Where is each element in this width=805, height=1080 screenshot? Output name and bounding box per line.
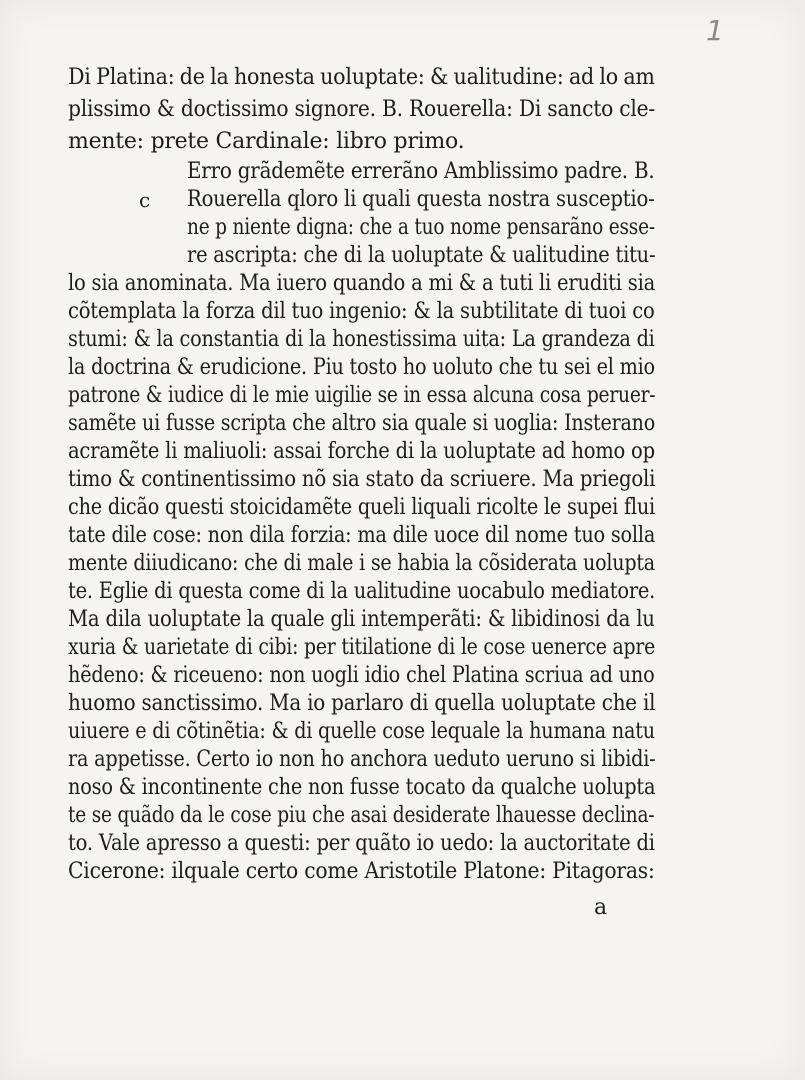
text-line-10: stumi: & la constantia di la honestissima uita: La grandeza di — [68, 327, 655, 352]
signature-mark: a — [594, 895, 608, 920]
text-line-16: che dicão questi stoicidamẽte queli liquali ricolte le supei flui — [68, 495, 655, 520]
text-line-18: mente diiudicano: che di male i se habia la cõsiderata uolupta — [68, 551, 655, 576]
text-line-8: lo sia anominata. Ma iuero quando a mi & a tuti li eruditi sia — [68, 271, 656, 296]
text-line-13: samẽte ui fusse scripta che altro sia quale si uoglia: Insterano — [68, 411, 655, 436]
text-line-7: re ascripta: che di la uoluptate & ualitudine titu- — [187, 243, 656, 268]
text-line-3: mente: prete Cardinale: libro primo. — [68, 129, 465, 154]
text-line-22: hẽdeno: & riceueno: non uogli idio chel Platina scriua ad uno — [68, 663, 655, 688]
text-line-29: Cicerone: ilquale certo come Aristotile Platone: Pitagoras: — [68, 859, 655, 884]
text-line-9: cõtemplata la forza dil tuo ingenio: & la subtilitate di tuoi co — [68, 299, 655, 324]
folio-number: 1 — [706, 14, 724, 47]
margin-letter: c — [139, 188, 151, 212]
text-line-17: tate dile cose: non dila forzia: ma dile uoce dil nome tuo solla — [68, 523, 656, 548]
text-line-1: Di Platina: de la honesta uoluptate: & ualitudine: ad lo am — [68, 65, 655, 90]
text-line-23: huomo sanctissimo. Ma io parlaro di quella uoluptate che il — [68, 691, 656, 716]
text-line-5: Rouerella qloro li quali questa nostra susceptio- — [187, 187, 655, 212]
text-line-21: xuria & uarietate di cibi: per titilatione di le cose uenerce apre — [68, 635, 656, 660]
text-line-26: noso & incontinente che non fusse tocato da qualche uolupta — [68, 775, 656, 800]
text-line-12: patrone & iudice di le mie uigilie se in essa alcuna cosa peruer- — [68, 383, 656, 408]
text-line-20: Ma dila uoluptate la quale gli intemperãti: & libidinosi da lu — [68, 607, 655, 632]
text-line-2: plissimo & doctissimo signore. B. Rouerella: Di sancto cle- — [68, 97, 655, 122]
text-line-24: uiuere e di cõtinẽtia: & di quelle cose lequale la humana natu — [68, 719, 655, 744]
text-line-4: Erro grãdemẽte errerãno Amblissimo padre. B. — [187, 159, 655, 184]
text-line-27: te se quãdo da le cose piu che asai desiderate lhauesse declina- — [68, 803, 655, 828]
text-line-19: te. Eglie di questa come di la ualitudine uocabulo mediatore. — [68, 579, 656, 604]
text-line-28: to. Vale apresso a questi: per quãto io uedo: la auctoritate di — [68, 831, 655, 856]
text-line-25: ra appetisse. Certo io non ho anchora ueduto ueruno si libidi- — [68, 747, 656, 772]
text-line-14: acramẽte li maliuoli: assai forche di la uoluptate ad homo op — [68, 439, 655, 464]
text-line-15: timo & continentissimo nõ sia stato da scriuere. Ma priegoli — [68, 467, 656, 492]
text-line-11: la doctrina & erudicione. Piu tosto ho uoluto che tu sei el mio — [68, 355, 655, 380]
text-line-6: ne p niente digna: che a tuo nome pensarãno esse- — [187, 215, 655, 240]
